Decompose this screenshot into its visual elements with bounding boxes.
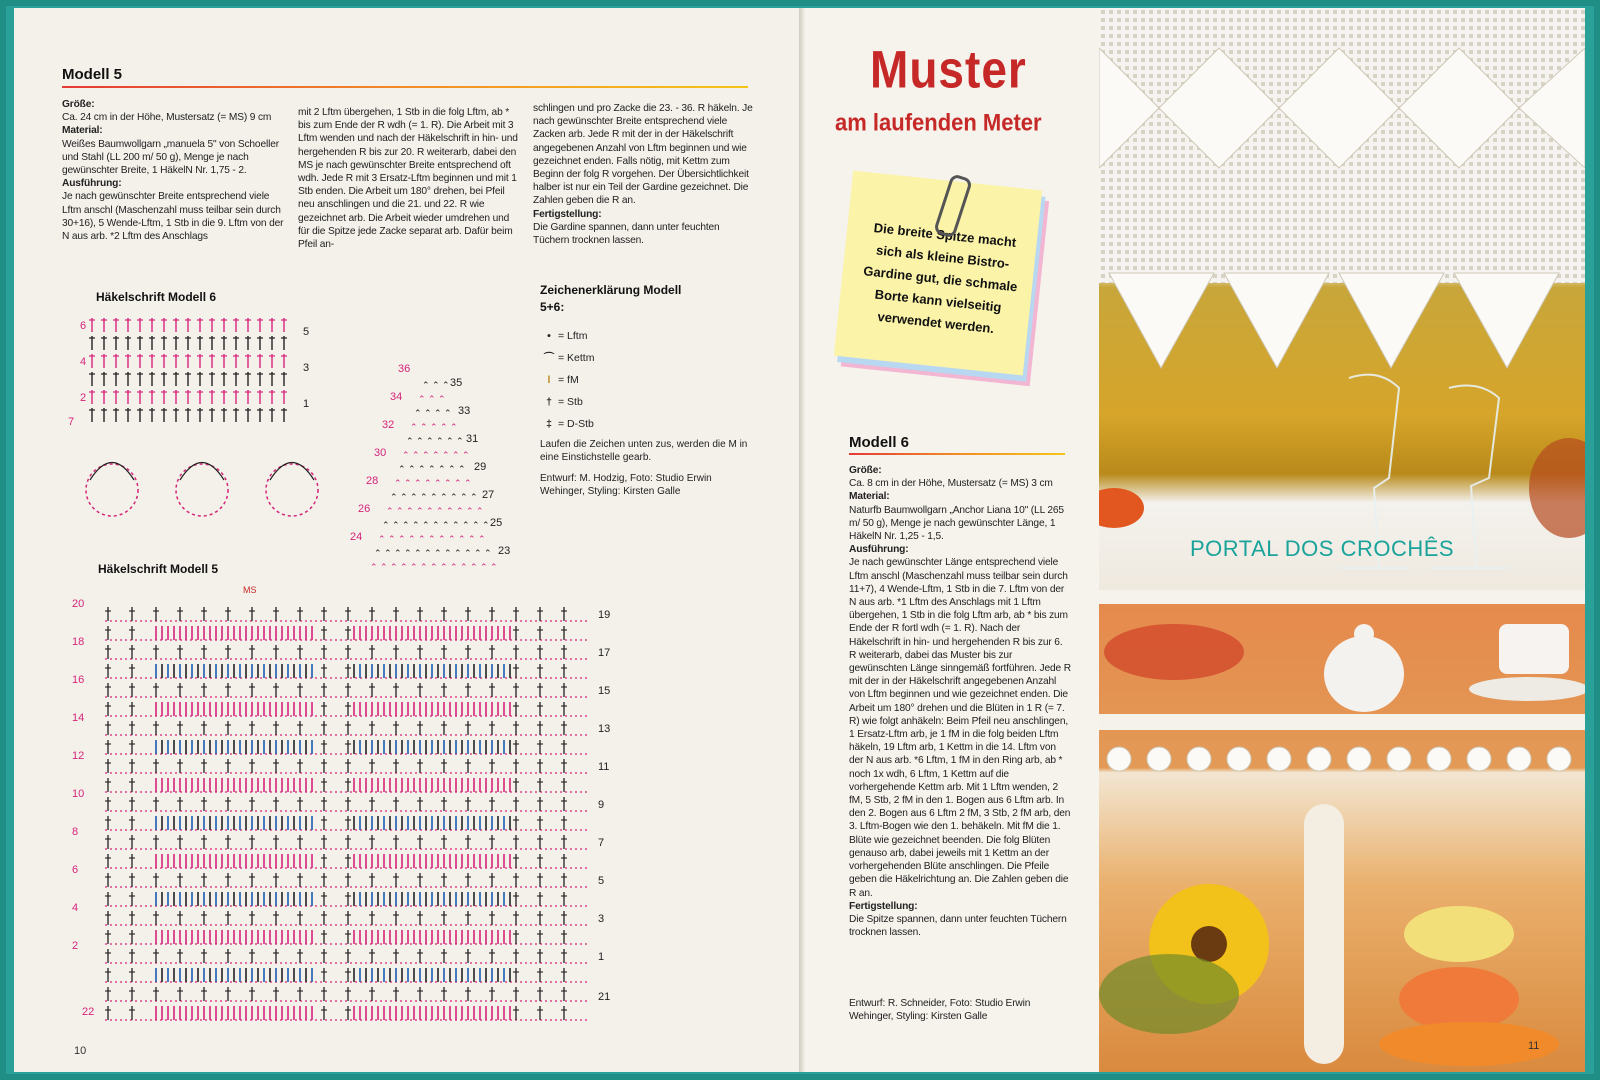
spike-stitch: ⌃ — [432, 381, 440, 391]
legend-label: = Stb — [558, 396, 583, 408]
spike-stitch: ⌃ — [458, 465, 466, 475]
spike-stitch: ⌃ — [410, 423, 418, 433]
spike-stitch: ⌃ — [412, 521, 420, 531]
spike-stitch: ⌃ — [404, 479, 412, 489]
legend-label: = D-Stb — [558, 418, 594, 430]
spike-stitch: ⌃ — [410, 563, 418, 573]
spike-stitch: ⌃ — [440, 423, 448, 433]
sticky-note — [834, 171, 1042, 376]
spike-stitch: ⌃ — [428, 465, 436, 475]
spike-stitch: ⌃ — [426, 437, 434, 447]
row-label: 27 — [482, 489, 495, 501]
spike-stitch: ⌃ — [452, 521, 460, 531]
single-crochet-icon: ǀ — [547, 374, 551, 386]
row-label: 15 — [598, 685, 611, 697]
arrow-label: 7 — [68, 416, 75, 428]
spike-stitch: ⌃ — [458, 535, 466, 545]
spike-stitch: ⌃ — [406, 437, 414, 447]
spike-stitch: ⌃ — [462, 451, 470, 461]
spike-stitch: ⌃ — [472, 521, 480, 531]
spike-stitch: ⌃ — [456, 507, 464, 517]
spike-stitch: ⌃ — [464, 479, 472, 489]
spike-stitch: ⌃ — [384, 549, 392, 559]
treble-crochet-icon: ‡ — [546, 418, 552, 430]
row-label: 20 — [72, 598, 85, 610]
spike-stitch: ⌃ — [466, 507, 474, 517]
spike-stitch: ⌃ — [442, 451, 450, 461]
spike-stitch: ⌃ — [440, 563, 448, 573]
spike-stitch: ⌃ — [414, 549, 422, 559]
spike-stitch: ⌃ — [388, 535, 396, 545]
spike-stitch: ⌃ — [480, 563, 488, 573]
spike-stitch: ⌃ — [386, 507, 394, 517]
spike-stitch: ⌃ — [448, 535, 456, 545]
row-label: 16 — [72, 674, 85, 686]
row-label: 7 — [598, 837, 605, 849]
spike-stitch: ⌃ — [424, 549, 432, 559]
spike-stitch: ⌃ — [430, 493, 438, 503]
spike-stitch: ⌃ — [460, 563, 468, 573]
spike-stitch: ⌃ — [450, 423, 458, 433]
chart6-title: Häkelschrift Modell 6 — [96, 290, 217, 304]
row-label: 9 — [598, 799, 605, 811]
row-label: 8 — [72, 826, 79, 838]
section-text: Die Gardine spannen, dann unter feuchten Tüchern trocknen lassen. — [533, 221, 720, 247]
page-title: Muster — [870, 39, 1027, 99]
row-label: 14 — [72, 712, 85, 724]
row-label: 3 — [303, 362, 310, 374]
spike-stitch: ⌃ — [390, 493, 398, 503]
section-label: Größe: — [62, 99, 95, 110]
section-text: Ca. 8 cm in der Höhe, Mustersatz (= MS) 3 cm — [849, 478, 1053, 490]
legend-note: Laufen die Zeichen unten zus, werden die M in eine Einstichstelle gearb. — [540, 439, 748, 463]
spike-stitch: ⌃ — [420, 563, 428, 573]
row-label: 24 — [350, 531, 363, 543]
heading-rule-2 — [849, 453, 1065, 455]
row-label: 32 — [382, 419, 395, 431]
section-text: Je nach gewünschter Länge entsprechend viele Lftm anschl (Maschenzahl muss teilbar sein durch 11+7), 4 Wende-Lftm, 1 Stb in die 7. Lftm von der N aus arb. *1 Lftm des Anschlags mit 1 Lftm übergehen, 1 Stb in die folg Lftm arb, ab * bis zum Ende der R fortl wdh (= 1. R). Nach der Häkelschrift in hin- und hergehenden R bis zur 6. R weiterarb, dabei das Muster bis zur gewünschten Länge sinngemäß fortführen. Jede R mit der in der Häkelschrift angegebenen Anzahl von Lftm beginnen und wie gezeichnet enden. Die Arbeit um 180° drehen und die Blüten in 1 R (= 7. R) wie folgt anhäkeln: Beim Pfeil neu anschlingen, 1 Ersatz-Lftm arb, je 1 fM in die folg beiden Lftm häkeln, 19 Lftm arb, 1 Kettm in die 14. Lftm von der N aus arb. *6 Lftm, 1 fM in den Ring arb, ab * noch 1x wdh, 6 Lftm, 1 Kettm auf die vorhergehende Kettm arb. Mit 1 Lftm wenden, 2 fM, 5 Stb, 2 fM in den 1. Bogen aus 6 Lftm arb. In den 2. Bogen aus 6 Lftm 2 fM, 3 Stb, 2 fM arb, den 3. Lftm-Bogen wie den 1. behäkeln. Mit fM die 1. Blüte wie gezeichnet beenden. Die folg Blüten genauso arb, dabei jeweils mit 1 Kettm an der vorhergehenden Blüte anschlingen. Die Pfeile geben die Häkelrichtung an. Die Zahlen geben die R an. — [849, 557, 1071, 899]
spike-stitch: ⌃ — [398, 465, 406, 475]
section-label: Größe: — [849, 465, 882, 476]
row-label: 23 — [498, 545, 511, 557]
chart5-title: Häkelschrift Modell 5 — [98, 562, 219, 576]
spike-stitch: ⌃ — [440, 493, 448, 503]
spike-stitch: ⌃ — [378, 535, 386, 545]
modell5-column-1 — [62, 98, 284, 243]
spike-stitch: ⌃ — [398, 535, 406, 545]
spike-stitch: ⌃ — [422, 451, 430, 461]
row-label: 6 — [72, 864, 79, 876]
legend-credit: Entwurf: M. Hodzig, Foto: Studio Erwin Wehinger, Styling: Kirsten Galle — [540, 473, 712, 497]
modell6-heading: Modell 6 — [849, 434, 910, 451]
row-label: 3 — [598, 913, 605, 925]
legend-label: = Kettm — [558, 352, 595, 364]
spike-stitch: ⌃ — [420, 493, 428, 503]
spike-stitch: ⌃ — [400, 563, 408, 573]
section-text: schlingen und pro Zacke die 23. - 36. R häkeln. Je nach gewünschter Breite entsprechend viele Zacken arb. Jede R mit der in der Häkelschrift angegebenen Anzahl von Lftm beginnen und wie gezeichnet enden. Falls nötig, mit Kettm zum Beginn der folg R vorgehen. Der Übersichtlichkeit halber ist nur ein Teil der Gardine gezeichnet. Die Zahlen geben die R an. — [533, 103, 753, 207]
legend — [540, 325, 760, 435]
curtain-lace-illustration — [1099, 8, 1585, 590]
spike-stitch: ⌃ — [430, 423, 438, 433]
section-text: Je nach gewünschter Breite entsprechend viele Lftm anschl (Maschenzahl muss teilbar sein durch 30+16), 5 Wende-Lftm, 1 Stb in die 9. Lftm von der N aus arb. *2 Lftm des Anschlags — [62, 191, 284, 243]
spike-stitch: ⌃ — [462, 521, 470, 531]
spike-stitch: ⌃ — [416, 507, 424, 517]
section-text: Ca. 24 cm in der Höhe, Mustersatz (= MS) 9 cm — [62, 112, 272, 124]
section-label: Fertigstellung: — [849, 900, 918, 912]
spike-stitch: ⌃ — [414, 479, 422, 489]
watermark: PORTAL DOS CROCHÊS — [1190, 536, 1455, 561]
section-label: Material: — [62, 125, 103, 137]
row-label: 11 — [598, 761, 610, 773]
spike-stitch: ⌃ — [490, 563, 498, 573]
spike-stitch: ⌃ — [402, 521, 410, 531]
spike-stitch: ⌃ — [432, 521, 440, 531]
spike-stitch: ⌃ — [402, 451, 410, 461]
spike-stitch: ⌃ — [448, 465, 456, 475]
legend-label: = fM — [558, 374, 579, 386]
legend-item — [540, 347, 760, 369]
spike-stitch: ⌃ — [454, 479, 462, 489]
row-label: 35 — [450, 377, 463, 389]
spike-stitch: ⌃ — [474, 549, 482, 559]
spike-stitch: ⌃ — [436, 437, 444, 447]
spike-stitch: ⌃ — [470, 563, 478, 573]
section-label: Material: — [849, 491, 890, 503]
legend-item — [540, 391, 760, 413]
spike-stitch: ⌃ — [464, 549, 472, 559]
spike-stitch: ⌃ — [430, 563, 438, 573]
spike-stitch: ⌃ — [450, 563, 458, 573]
row-label: 19 — [598, 609, 611, 621]
row-label: 26 — [358, 503, 371, 515]
page-subtitle: am laufenden Meter — [835, 108, 1042, 137]
section-text: Weißes Baumwollgarn „manuela 5" von Schoeller und Stahl (LL 200 m/ 50 g), Menge je nach gewünschter Breite, 1 HäkelN Nr. 1,75 - 2. — [62, 138, 279, 177]
spike-stitch: ⌃ — [414, 409, 422, 419]
section-label: Fertigstellung: — [533, 208, 602, 220]
spike-stitch: ⌃ — [400, 493, 408, 503]
spike-stitch: ⌃ — [418, 395, 426, 405]
modell6-credit: Entwurf: R. Schneider, Foto: Studio Erwin Wehinger, Styling: Kirsten Galle — [849, 998, 1031, 1023]
spike-stitch: ⌃ — [446, 507, 454, 517]
modell5-column-3 — [533, 102, 755, 247]
spike-stitch: ⌃ — [406, 507, 414, 517]
spike-stitch: ⌃ — [424, 479, 432, 489]
section-text: Die Spitze spannen, dann unter feuchten Tüchern trocknen lassen. — [849, 913, 1067, 939]
spike-stitch: ⌃ — [416, 437, 424, 447]
row-label: 18 — [72, 636, 85, 648]
legend-item — [540, 413, 760, 435]
spike-stitch: ⌃ — [370, 563, 378, 573]
spike-stitch: ⌃ — [426, 507, 434, 517]
row-label: 4 — [80, 356, 87, 368]
spike-stitch: ⌃ — [424, 409, 432, 419]
spike-stitch: ⌃ — [484, 549, 492, 559]
ms-label: MS — [243, 585, 257, 595]
modell5-column-2: mit 2 Lftm übergehen, 1 Stb in die folg Lftm, ab * bis zum Ende der R wdh (= 1. R). Die Arbeit mit 3 Lftm wenden und nach der Häkelschrift in hin- und hergehenden R bis zur 20. R weiterarb, dabei den MS je nach gewünschter Breite entsprechend oft wdh. Jede R mit 3 Ersatz-Lftm beginnen und mit 1 Stb enden. Die Arbeit um 180° drehen, bei Pfeil neu anschlingen und die 21. und 22. R wie gezeichnet arb. Die Arbeit wieder umdrehen und für die Spitze jede Zacke separat arb. Dafür beim Pfeil an- — [298, 107, 518, 251]
spike-stitch: ⌃ — [434, 409, 442, 419]
spike-stitch: ⌃ — [438, 535, 446, 545]
row-label: 1 — [598, 951, 605, 963]
row-label: 34 — [390, 391, 403, 403]
spike-stitch: ⌃ — [438, 465, 446, 475]
row-label: 22 — [82, 1006, 95, 1018]
spike-stitch: ⌃ — [394, 479, 402, 489]
modell5-heading: Modell 5 — [62, 66, 123, 83]
heading-rule — [62, 86, 748, 88]
row-label: 12 — [72, 750, 85, 762]
spike-stitch: ⌃ — [446, 437, 454, 447]
page-number-left: 10 — [74, 1045, 87, 1057]
row-label: 33 — [458, 405, 471, 417]
spike-stitch: ⌃ — [394, 549, 402, 559]
spike-stitch: ⌃ — [412, 451, 420, 461]
row-label: 29 — [474, 461, 487, 473]
row-label: 1 — [303, 398, 310, 410]
spike-stitch: ⌃ — [468, 535, 476, 545]
spike-stitch: ⌃ — [470, 493, 478, 503]
row-label: 31 — [466, 433, 479, 445]
curtain-photo — [1099, 8, 1585, 590]
spike-stitch: ⌃ — [432, 451, 440, 461]
chain-stitch-icon: • — [547, 330, 551, 342]
spike-stitch: ⌃ — [418, 465, 426, 475]
legend-item — [540, 325, 760, 347]
spike-stitch: ⌃ — [482, 521, 490, 531]
row-label: 5 — [598, 875, 605, 887]
page-number-right: 11 — [1528, 1040, 1540, 1052]
section-label: Ausführung: — [849, 544, 909, 556]
row-label: 10 — [72, 788, 85, 800]
legend-title: Zeichenerklärung Modell 5+6: — [540, 283, 682, 314]
spike-stitch: ⌃ — [408, 465, 416, 475]
row-label: 25 — [490, 517, 503, 529]
row-label: 30 — [374, 447, 387, 459]
row-label: 21 — [598, 991, 611, 1003]
spike-stitch: ⌃ — [420, 423, 428, 433]
row-label: 13 — [598, 723, 611, 735]
spike-stitch: ⌃ — [408, 535, 416, 545]
row-label: 17 — [598, 647, 611, 659]
spike-stitch: ⌃ — [380, 563, 388, 573]
row-label: 2 — [72, 940, 79, 952]
spike-stitch: ⌃ — [392, 521, 400, 531]
spike-stitch: ⌃ — [444, 479, 452, 489]
spike-stitch: ⌃ — [382, 521, 390, 531]
spike-stitch: ⌃ — [390, 563, 398, 573]
spike-stitch: ⌃ — [418, 535, 426, 545]
slip-stitch-icon: ⌒ — [543, 352, 555, 364]
spike-stitch: ⌃ — [396, 507, 404, 517]
shelf-photo — [1099, 604, 1585, 1072]
legend-item — [540, 369, 760, 391]
spike-stitch: ⌃ — [374, 549, 382, 559]
modell6-instructions — [849, 464, 1071, 939]
spike-stitch: ⌃ — [476, 507, 484, 517]
spike-stitch: ⌃ — [452, 451, 460, 461]
spike-stitch: ⌃ — [404, 549, 412, 559]
spike-stitch: ⌃ — [454, 549, 462, 559]
double-crochet-icon: † — [546, 396, 552, 408]
legend-label: = Lftm — [558, 330, 588, 342]
spike-stitch: ⌃ — [444, 409, 452, 419]
spike-stitch: ⌃ — [442, 521, 450, 531]
spike-stitch: ⌃ — [428, 395, 436, 405]
spike-stitch: ⌃ — [442, 381, 450, 391]
spike-stitch: ⌃ — [456, 437, 464, 447]
spike-stitch: ⌃ — [450, 493, 458, 503]
row-label: 6 — [80, 320, 87, 332]
sticky-note-text: Die breite Spitze macht sich als kleine Bistro-Gardine gut, die schmale Borte kann vielseitig verwendet werden. — [862, 220, 1019, 337]
row-label: 2 — [80, 392, 87, 404]
row-label: 4 — [72, 902, 79, 914]
row-label: 28 — [366, 475, 379, 487]
section-text: Naturfb Baumwollgarn „Anchor Liana 10" (LL 265 m/ 50 g), Menge je nach gewünschter Länge, 1 HäkelN Nr. 1,25 - 1,5. — [849, 504, 1064, 543]
row-label: 36 — [398, 363, 411, 375]
spike-stitch: ⌃ — [478, 535, 486, 545]
row-label: 5 — [303, 326, 310, 338]
spike-stitch: ⌃ — [460, 493, 468, 503]
spike-stitch: ⌃ — [428, 535, 436, 545]
spike-stitch: ⌃ — [436, 507, 444, 517]
spike-stitch: ⌃ — [410, 493, 418, 503]
spike-stitch: ⌃ — [422, 521, 430, 531]
section-label: Ausführung: — [62, 178, 122, 190]
spike-stitch: ⌃ — [422, 381, 430, 391]
spike-stitch: ⌃ — [434, 549, 442, 559]
shelf-illustration — [1099, 604, 1585, 1072]
chart5-diagram — [60, 360, 620, 1050]
spike-stitch: ⌃ — [434, 479, 442, 489]
spike-stitch: ⌃ — [438, 395, 446, 405]
spike-stitch: ⌃ — [444, 549, 452, 559]
